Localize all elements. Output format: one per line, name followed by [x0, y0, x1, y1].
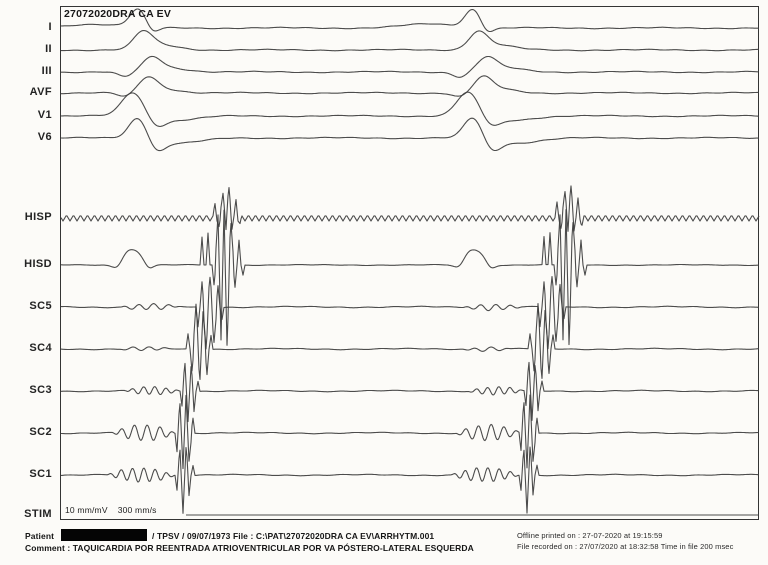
- trace-iii: [61, 56, 759, 77]
- recorded-on-line: File recorded on : 27/07/2020 at 18:32:58 Time in file 200 msec: [517, 542, 734, 551]
- channel-label-hisp: HISP: [24, 211, 52, 223]
- trace-sc2: [61, 395, 759, 469]
- channel-label-sc1: SC1: [29, 468, 52, 480]
- channel-label-v6: V6: [37, 131, 52, 143]
- trace-sc1: [61, 447, 759, 513]
- trace-v6: [61, 118, 759, 150]
- patient-label: Patient: [25, 531, 55, 541]
- trace-sc3: [61, 362, 759, 421]
- gain-setting: 10 mm/mV: [65, 505, 108, 515]
- recording-title: 27072020DRA CA EV: [64, 8, 172, 20]
- footer-right-block: [517, 530, 733, 552]
- trace-v1: [61, 92, 759, 126]
- channel-label-sc4: SC4: [29, 342, 52, 354]
- trace-hisd: [61, 210, 759, 346]
- channel-label-iii: III: [41, 65, 52, 77]
- channel-label-ii: II: [45, 43, 52, 55]
- trace-ii: [61, 31, 759, 51]
- trace-sc5: [61, 277, 759, 349]
- calibration-settings: [65, 505, 167, 515]
- patient-line: [25, 529, 474, 543]
- channel-label-sc5: SC5: [29, 300, 52, 312]
- trace-avf: [61, 76, 759, 96]
- channel-label-avf: AVF: [29, 86, 52, 98]
- printed-on-line: Offline printed on : 27-07-2020 at 19:15:59: [517, 531, 663, 540]
- trace-hisp: [61, 186, 759, 231]
- channel-label-v1: V1: [37, 109, 52, 121]
- channel-label-hisd: HISD: [24, 258, 52, 270]
- footer-left-block: [25, 529, 474, 554]
- channel-label-sc2: SC2: [29, 426, 52, 438]
- channel-label-i: I: [48, 21, 52, 33]
- comment-line: Comment : TAQUICARDIA POR REENTRADA ATRIOVENTRICULAR POR VA PÓSTERO-LATERAL ESQUERDA: [25, 542, 474, 553]
- channel-label-stim: STIM: [24, 508, 52, 520]
- trace-sc4: [61, 304, 759, 380]
- channel-label-sc3: SC3: [29, 384, 52, 396]
- sweep-speed-setting: 300 mm/s: [117, 505, 157, 515]
- patient-name-redaction-box: [61, 529, 147, 541]
- patient-details: / TPSV / 09/07/1973 File : C:\PAT\27072020DRA CA EV\ARRHYTM.001: [152, 531, 435, 541]
